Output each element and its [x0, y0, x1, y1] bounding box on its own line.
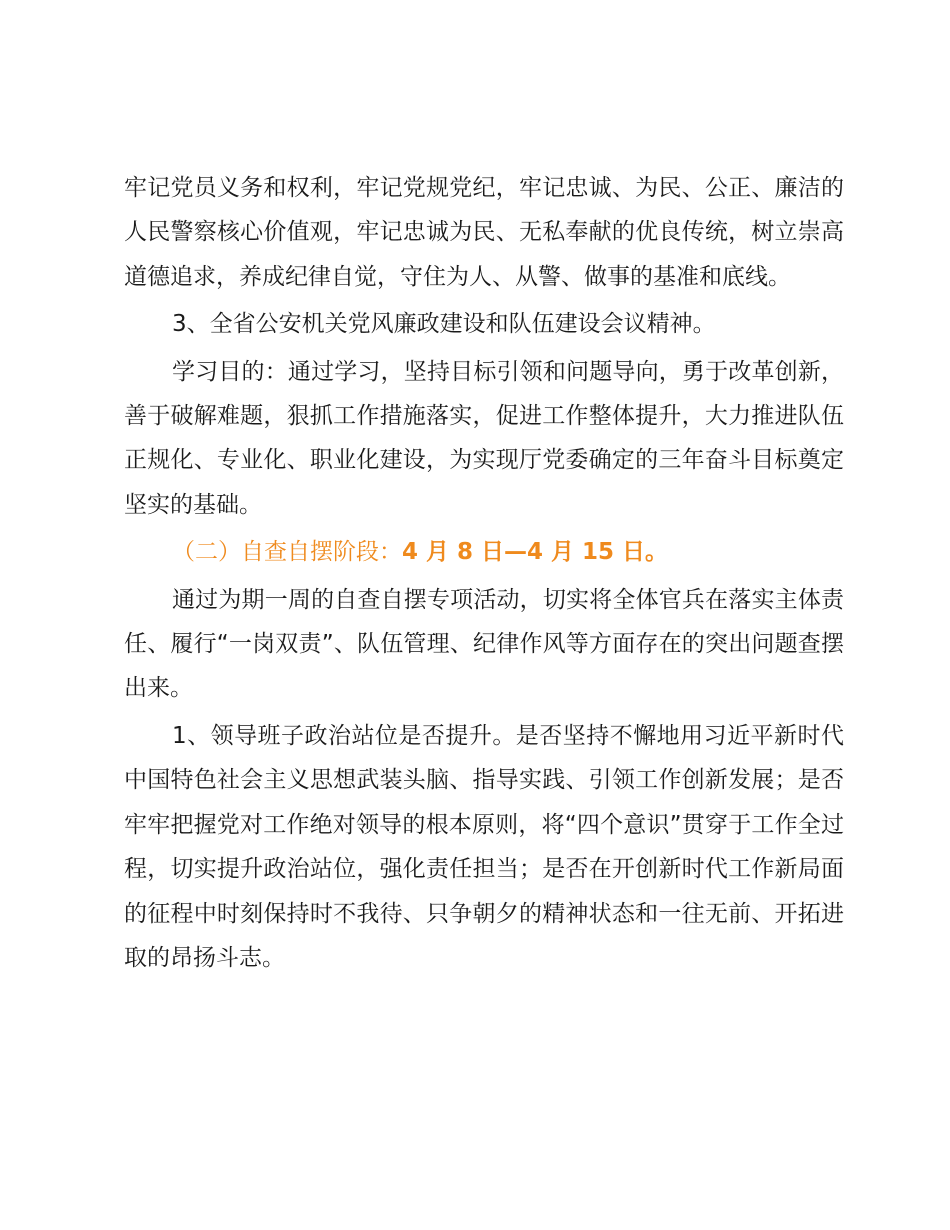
- paragraph-item-1: 1、领导班子政治站位是否提升。是否坚持不懈地用习近平新时代中国特色社会主义思想武装头脑、指导实践、引领工作创新发展；是否牢牢把握党对工作绝对领导的根本原则，将“四个意识”贯穿于工作全过程，切实提升政治站位，强化责任担当；是否在开创新时代工作新局面的征程中时刻保持时不我待、只争朝夕的精神状态和一往无前、开拓进取的昂扬斗志。: [124, 722, 844, 971]
- paragraph-continuation: 牢记党员义务和权利，牢记党规党纪，牢记忠诚、为民、公正、廉洁的人民警察核心价值观，牢记忠诚为民、无私奉献的优良传统，树立崇高道德追求，养成纪律自觉，守住为人、从警、做事的基准和底线。: [124, 175, 844, 290]
- document-body: [124, 166, 844, 983]
- section-heading: [124, 530, 844, 574]
- section-heading-prefix: （二）自查自摆阶段：: [172, 539, 402, 566]
- paragraph-study-purpose: 学习目的：通过学习，坚持目标引领和问题导向，勇于改革创新，善于破解难题，狠抓工作措施落实，促进工作整体提升，大力推进队伍正规化、专业化、职业化建设，为实现厅党委确定的三年奋斗目标奠定坚实的基础。: [124, 358, 844, 518]
- section-heading-dates: 4 月 8 日—4 月 15 日。: [402, 539, 669, 566]
- paragraph-item-3: 3、全省公安机关党风廉政建设和队伍建设会议精神。: [172, 311, 716, 338]
- paragraph-self-check-intro: 通过为期一周的自查自摆专项活动，切实将全体官兵在落实主体责任、履行“一岗双责”、队伍管理、纪律作风等方面存在的突出问题查摆出来。: [124, 586, 844, 702]
